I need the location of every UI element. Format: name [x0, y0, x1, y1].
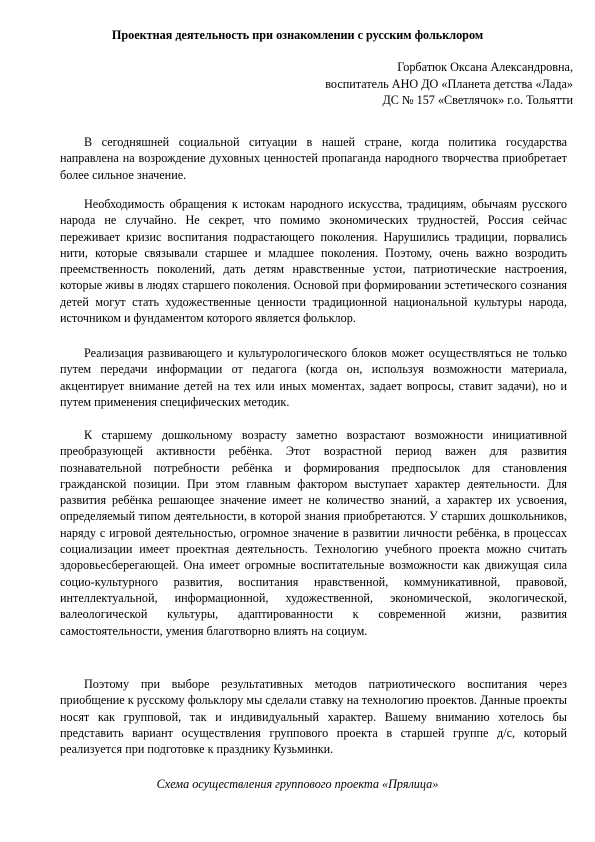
- author-position: воспитатель АНО ДО «Планета детства «Лада»: [325, 76, 573, 91]
- paragraph-5: Поэтому при выборе результативных методов патриотического воспитания через приобщение к русскому фольклору мы сделали ставку на технологию проектов. Данные проекты носят как групповой, так и индивидуальный характер. Вашему вниманию хотелось бы представить вариант осуществления группового проекта в старшей группе д/с, который реализуется при подготовке к празднику Кузьминки.: [60, 677, 567, 757]
- scheme-caption: Схема осуществления группового проекта «Прялица»: [156, 777, 439, 791]
- paragraph-1: В сегодняшней социальной ситуации в нашей стране, когда политика государства направлена на возрождение духовных ценностей пропаганда народного творчества приобретает более сильное значение.: [60, 135, 567, 182]
- paragraph-4: К старшему дошкольному возрасту заметно возрастают возможности инициативной преобразующей активности ребёнка. Этот возрастной период важен для развития познавательной потребности ребёнка и формирования предпосылок для становления гражданской позиции. При этом главным фактором выступает характер деятельности. Для развития ребёнка решающее значение имеет не количество знаний, а характер их усвоения, определяемый типом деятельности, в которой знания приобретаются. У старших дошкольников, наряду с игровой деятельностью, огромное значение в развитии личности ребёнка, в процессах социализации имеет проектная деятельность. Технологию учебного проекта можно считать здоровьесберегающей. Она имеет огромные воспитательные возможности как движущая сила социо-культурного развития, воспитания нравственной, коммуникативной, правовой, интеллектуальной, информационной, художественной, экономической, экологической, валеологической культуры, адаптированности к современной жизни, развития самостоятельности, умения благотворно влиять на социум.: [60, 428, 567, 638]
- paragraph-2: Необходимость обращения к истокам народного искусства, традициям, обычаям русского народа не случайно. Не секрет, что помимо экономических трудностей, Россия сейчас переживает кризис воспитания подрастающего поколения. Нарушились традиции, порвались нити, которые связывали старшее и младшее поколения. Поэтому, очень важно возродить преемственность поколений, дать детям нравственные устои, патриотические настроения, которые живы в людях старшего поколения. Основой при формировании эстетического сознания детей могут стать художественные ценности традиционной национальной культуры народа, источником и фундаментом которого является фольклор.: [60, 197, 567, 326]
- author-name: Горбатюк Оксана Александровна,: [397, 60, 573, 74]
- author-institution: ДС № 157 «Светлячок» г.о. Тольятти: [382, 93, 573, 107]
- paragraph-3: Реализация развивающего и культурологического блоков может осуществляться не только путем передачи информации от педагога (когда он, используя возможности материала, акцентирует внимание детей на тех или иных моментах, задает вопросы, ставит задачи), но и путем применения специфических методик.: [60, 346, 567, 409]
- document-title: Проектная деятельность при ознакомлении с русским фольклором: [111, 28, 484, 42]
- author-block: [325, 59, 573, 109]
